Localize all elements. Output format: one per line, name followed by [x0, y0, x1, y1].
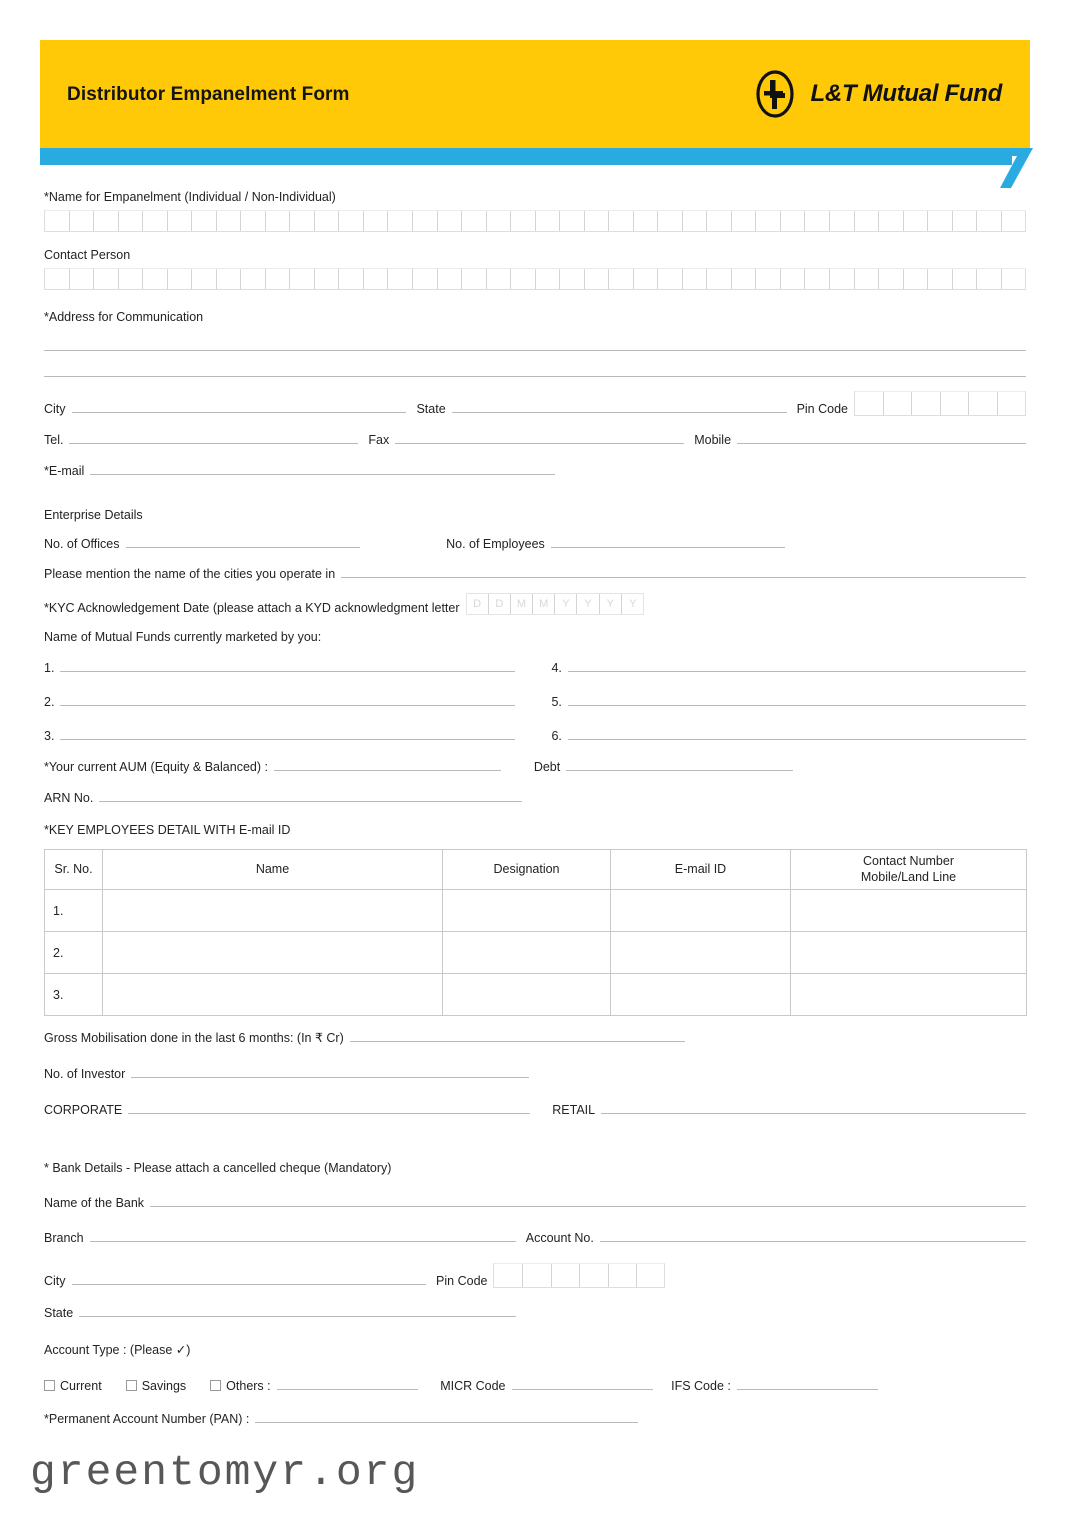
watermark: greentomyr.org	[30, 1448, 420, 1497]
mobile-label: Mobile	[694, 433, 732, 447]
investors-input[interactable]	[131, 1077, 529, 1078]
bank-city-label: City	[44, 1274, 66, 1288]
page-title: Distributor Empanelment Form	[67, 84, 350, 105]
column-header-contact-line2: Mobile/Land Line	[860, 869, 957, 884]
char-cell[interactable]: Y	[555, 594, 577, 614]
char-cell[interactable]	[904, 269, 929, 289]
gross-mobilisation-label: Gross Mobilisation done in the last 6 months: (In ₹ Cr)	[44, 1031, 344, 1045]
arn-input[interactable]	[99, 801, 522, 802]
char-cell[interactable]	[536, 211, 561, 231]
table-row	[45, 890, 1027, 932]
checkbox-savings-icon[interactable]	[126, 1380, 137, 1391]
char-cell[interactable]	[805, 269, 830, 289]
header-blue-band	[40, 148, 1012, 165]
char-cell[interactable]	[119, 269, 144, 289]
cell-srno: 1.	[45, 890, 103, 932]
char-cell[interactable]	[953, 211, 978, 231]
char-cell[interactable]	[290, 269, 315, 289]
char-cell[interactable]	[119, 211, 144, 231]
char-cell[interactable]	[904, 211, 929, 231]
char-cell[interactable]	[70, 269, 95, 289]
aum-label: *Your current AUM (Equity & Balanced) :	[44, 760, 268, 774]
tel-label: Tel.	[44, 433, 64, 447]
pincode-label: Pin Code	[796, 402, 848, 416]
char-cell[interactable]	[585, 211, 610, 231]
char-cell[interactable]	[168, 269, 193, 289]
column-header-contact	[791, 850, 1027, 890]
cell-email[interactable]	[611, 932, 791, 974]
state-label: State	[416, 402, 446, 416]
char-cell[interactable]	[339, 269, 364, 289]
brand-lockup	[751, 70, 1002, 118]
cities-label: Please mention the name of the cities you operate in	[44, 567, 336, 581]
contact-person-label: Contact Person	[44, 248, 131, 262]
micr-input[interactable]	[512, 1389, 654, 1390]
char-cell[interactable]	[462, 269, 487, 289]
cell-designation[interactable]	[443, 890, 611, 932]
char-cell[interactable]	[217, 211, 242, 231]
account-no-label: Account No.	[525, 1231, 594, 1245]
char-cell[interactable]	[315, 269, 340, 289]
mutual-fund-input-left[interactable]	[60, 671, 515, 672]
char-cell[interactable]	[781, 269, 806, 289]
arn-label: ARN No.	[44, 791, 94, 805]
column-header-srno: Sr. No.	[45, 850, 103, 890]
char-cell[interactable]	[732, 269, 757, 289]
ifs-input[interactable]	[737, 1389, 879, 1390]
char-cell[interactable]	[855, 269, 880, 289]
char-cell[interactable]	[290, 211, 315, 231]
char-cell[interactable]	[912, 392, 941, 415]
char-cell[interactable]	[143, 211, 168, 231]
address-line2-input[interactable]	[44, 376, 1026, 377]
char-cell[interactable]	[192, 211, 217, 231]
account-type-current[interactable]	[44, 1379, 102, 1393]
cell-contact[interactable]	[791, 974, 1027, 1016]
char-cell[interactable]	[560, 269, 585, 289]
mobile-input[interactable]	[737, 443, 1026, 444]
char-cell[interactable]	[364, 211, 389, 231]
char-cell[interactable]	[1002, 269, 1026, 289]
account-type-label: Account Type : (Please ✓)	[44, 1343, 191, 1357]
retail-label: RETAIL	[552, 1103, 596, 1117]
email-label: *E-mail	[44, 464, 85, 478]
char-cell[interactable]	[388, 211, 413, 231]
char-cell[interactable]: D	[489, 594, 511, 614]
state-input[interactable]	[452, 412, 787, 413]
debt-label: Debt	[533, 760, 561, 774]
account-type-others-label: Others :	[226, 1379, 271, 1393]
cell-srno: 2.	[45, 932, 103, 974]
char-cell[interactable]	[266, 269, 291, 289]
char-cell[interactable]	[884, 392, 913, 415]
char-cell[interactable]	[438, 269, 463, 289]
char-cell[interactable]	[462, 211, 487, 231]
char-cell[interactable]	[560, 211, 585, 231]
account-type-savings[interactable]	[126, 1379, 186, 1393]
account-no-input[interactable]	[600, 1241, 1026, 1242]
investors-label: No. of Investor	[44, 1067, 126, 1081]
tel-input[interactable]	[69, 443, 358, 444]
char-cell[interactable]	[438, 211, 463, 231]
cell-email[interactable]	[611, 890, 791, 932]
cell-designation[interactable]	[443, 974, 611, 1016]
char-cell[interactable]	[683, 211, 708, 231]
char-cell[interactable]	[855, 392, 884, 415]
cell-contact[interactable]	[791, 890, 1027, 932]
char-cell[interactable]	[511, 269, 536, 289]
char-cell[interactable]	[168, 211, 193, 231]
address-line1-input[interactable]	[44, 350, 1026, 351]
cell-name[interactable]	[103, 974, 443, 1016]
char-cell[interactable]	[830, 211, 855, 231]
mutual-fund-number: 3.	[44, 729, 55, 743]
name-input[interactable]	[44, 210, 1026, 232]
cities-input[interactable]	[341, 577, 1026, 578]
checkbox-others-icon[interactable]	[210, 1380, 221, 1391]
char-cell[interactable]: M	[511, 594, 533, 614]
city-label: City	[44, 402, 66, 416]
bank-name-label: Name of the Bank	[44, 1196, 145, 1210]
mutual-fund-row	[44, 661, 1026, 675]
corporate-label: CORPORATE	[44, 1103, 123, 1117]
char-cell[interactable]	[45, 211, 70, 231]
char-cell[interactable]	[928, 211, 953, 231]
offices-label: No. of Offices	[44, 537, 120, 551]
pan-label: *Permanent Account Number (PAN) :	[44, 1412, 250, 1426]
column-header-designation: Designation	[443, 850, 611, 890]
char-cell[interactable]	[511, 211, 536, 231]
employees-input[interactable]	[551, 547, 786, 548]
char-cell[interactable]	[552, 1264, 581, 1287]
employees-label: No. of Employees	[446, 537, 545, 551]
mutual-fund-number: 5.	[551, 695, 562, 709]
account-type-current-label: Current	[60, 1379, 102, 1393]
fax-input[interactable]	[395, 443, 684, 444]
bank-city-input[interactable]	[72, 1284, 427, 1285]
account-type-savings-label: Savings	[141, 1379, 187, 1393]
char-cell[interactable]	[658, 211, 683, 231]
char-cell[interactable]	[339, 211, 364, 231]
form-header	[40, 40, 1030, 180]
char-cell[interactable]	[756, 269, 781, 289]
mutual-fund-input-left[interactable]	[60, 705, 515, 706]
table-row	[45, 932, 1027, 974]
table-header-row	[45, 850, 1027, 890]
mutual-fund-number: 4.	[551, 661, 562, 675]
char-cell[interactable]	[94, 211, 119, 231]
char-cell[interactable]: D	[467, 594, 489, 614]
aum-input[interactable]	[274, 770, 501, 771]
cell-email[interactable]	[611, 974, 791, 1016]
char-cell[interactable]: Y	[629, 598, 637, 610]
contact-person-input[interactable]	[44, 268, 1026, 290]
micr-label: MICR Code	[440, 1379, 506, 1393]
mutual-fund-number: 1.	[44, 661, 55, 675]
key-employees-table	[44, 849, 1027, 1016]
char-cell[interactable]	[941, 392, 970, 415]
mutual-fund-input-right[interactable]	[568, 705, 1026, 706]
gross-mobilisation-input[interactable]	[350, 1041, 685, 1042]
account-type-others[interactable]	[210, 1379, 270, 1393]
mutual-fund-number: 6.	[551, 729, 562, 743]
char-cell[interactable]	[609, 211, 634, 231]
header-arrow-accent	[995, 148, 1033, 188]
brand-name: L&T Mutual Fund	[810, 80, 1002, 107]
char-cell[interactable]	[609, 1264, 638, 1287]
char-cell[interactable]	[855, 211, 880, 231]
mutual-fund-input-right[interactable]	[568, 671, 1026, 672]
ifs-label: IFS Code :	[671, 1379, 731, 1393]
char-cell[interactable]	[879, 211, 904, 231]
cell-contact[interactable]	[791, 932, 1027, 974]
char-cell[interactable]	[192, 269, 217, 289]
retail-input[interactable]	[601, 1113, 1026, 1114]
offices-input[interactable]	[126, 547, 361, 548]
pan-input[interactable]	[255, 1422, 637, 1423]
char-cell[interactable]	[969, 392, 998, 415]
char-cell[interactable]	[707, 269, 732, 289]
char-cell[interactable]	[580, 1264, 609, 1287]
char-cell[interactable]	[977, 211, 1002, 231]
kyc-date-input[interactable]	[466, 593, 644, 615]
column-header-contact-line1: Contact Number	[862, 853, 954, 868]
email-input[interactable]	[90, 474, 555, 475]
char-cell[interactable]	[143, 269, 168, 289]
table-row	[45, 974, 1027, 1016]
char-cell[interactable]	[45, 269, 70, 289]
char-cell[interactable]	[781, 211, 806, 231]
column-header-name: Name	[103, 850, 443, 890]
bank-state-label: State	[44, 1306, 74, 1320]
char-cell[interactable]	[536, 269, 561, 289]
lt-monogram-icon	[751, 70, 799, 118]
char-cell[interactable]	[241, 269, 266, 289]
fax-label: Fax	[368, 433, 390, 447]
char-cell[interactable]	[928, 269, 953, 289]
char-cell[interactable]	[879, 269, 904, 289]
bank-state-input[interactable]	[79, 1316, 516, 1317]
char-cell[interactable]: Y	[600, 594, 622, 614]
char-cell[interactable]	[94, 269, 119, 289]
char-cell[interactable]	[388, 269, 413, 289]
char-cell[interactable]	[523, 1264, 552, 1287]
enterprise-section-label: Enterprise Details	[44, 508, 143, 522]
char-cell[interactable]	[998, 392, 1027, 415]
cell-name[interactable]	[103, 890, 443, 932]
cell-name[interactable]	[103, 932, 443, 974]
char-cell[interactable]	[487, 211, 512, 231]
char-cell[interactable]	[977, 269, 1002, 289]
char-cell[interactable]	[266, 211, 291, 231]
char-cell[interactable]: M	[533, 594, 555, 614]
char-cell[interactable]	[707, 211, 732, 231]
char-cell[interactable]	[364, 269, 389, 289]
bank-pincode-input[interactable]	[493, 1263, 665, 1288]
branch-label: Branch	[44, 1231, 84, 1245]
char-cell[interactable]	[413, 211, 438, 231]
column-header-email: E-mail ID	[611, 850, 791, 890]
key-employees-section-label: *KEY EMPLOYEES DETAIL WITH E-mail ID	[44, 823, 291, 837]
char-cell[interactable]	[805, 211, 830, 231]
form-body	[44, 190, 1026, 1426]
mutual-fund-input-left[interactable]	[60, 739, 515, 740]
char-cell[interactable]: Y	[577, 594, 599, 614]
char-cell[interactable]	[241, 211, 266, 231]
char-cell[interactable]	[634, 269, 659, 289]
cell-srno: 3.	[45, 974, 103, 1016]
char-cell[interactable]	[585, 269, 610, 289]
checkbox-current-icon[interactable]	[44, 1380, 55, 1391]
mutual-fund-input-right[interactable]	[568, 739, 1026, 740]
char-cell[interactable]	[953, 269, 978, 289]
char-cell[interactable]	[315, 211, 340, 231]
bank-name-input[interactable]	[150, 1206, 1026, 1207]
kyc-date-label: *KYC Acknowledgement Date (please attach a KYD acknowledgment letter	[44, 601, 460, 615]
bank-pincode-label: Pin Code	[436, 1274, 488, 1288]
char-cell[interactable]	[830, 269, 855, 289]
char-cell[interactable]	[732, 211, 757, 231]
char-cell[interactable]	[609, 269, 634, 289]
branch-input[interactable]	[90, 1241, 516, 1242]
mutual-fund-number: 2.	[44, 695, 55, 709]
char-cell[interactable]	[217, 269, 242, 289]
char-cell[interactable]	[683, 269, 708, 289]
mutual-fund-row	[44, 695, 1026, 709]
cell-designation[interactable]	[443, 932, 611, 974]
char-cell[interactable]	[634, 211, 659, 231]
char-cell[interactable]	[413, 269, 438, 289]
char-cell[interactable]	[494, 1264, 523, 1287]
bank-section-label: * Bank Details - Please attach a cancelled cheque (Mandatory)	[44, 1161, 392, 1175]
char-cell[interactable]	[70, 211, 95, 231]
char-cell[interactable]	[756, 211, 781, 231]
pincode-input[interactable]	[854, 391, 1026, 416]
char-cell[interactable]	[637, 1264, 666, 1287]
address-label: *Address for Communication	[44, 310, 204, 324]
char-cell[interactable]	[487, 269, 512, 289]
others-input[interactable]	[277, 1389, 419, 1390]
mutual-fund-row	[44, 729, 1026, 743]
char-cell[interactable]	[658, 269, 683, 289]
corporate-input[interactable]	[128, 1113, 530, 1114]
name-label: *Name for Empanelment (Individual / Non-Individual)	[44, 190, 336, 204]
debt-input[interactable]	[566, 770, 793, 771]
char-cell[interactable]	[1002, 211, 1026, 231]
city-input[interactable]	[72, 412, 407, 413]
funds-label: Name of Mutual Funds currently marketed by you:	[44, 630, 322, 644]
